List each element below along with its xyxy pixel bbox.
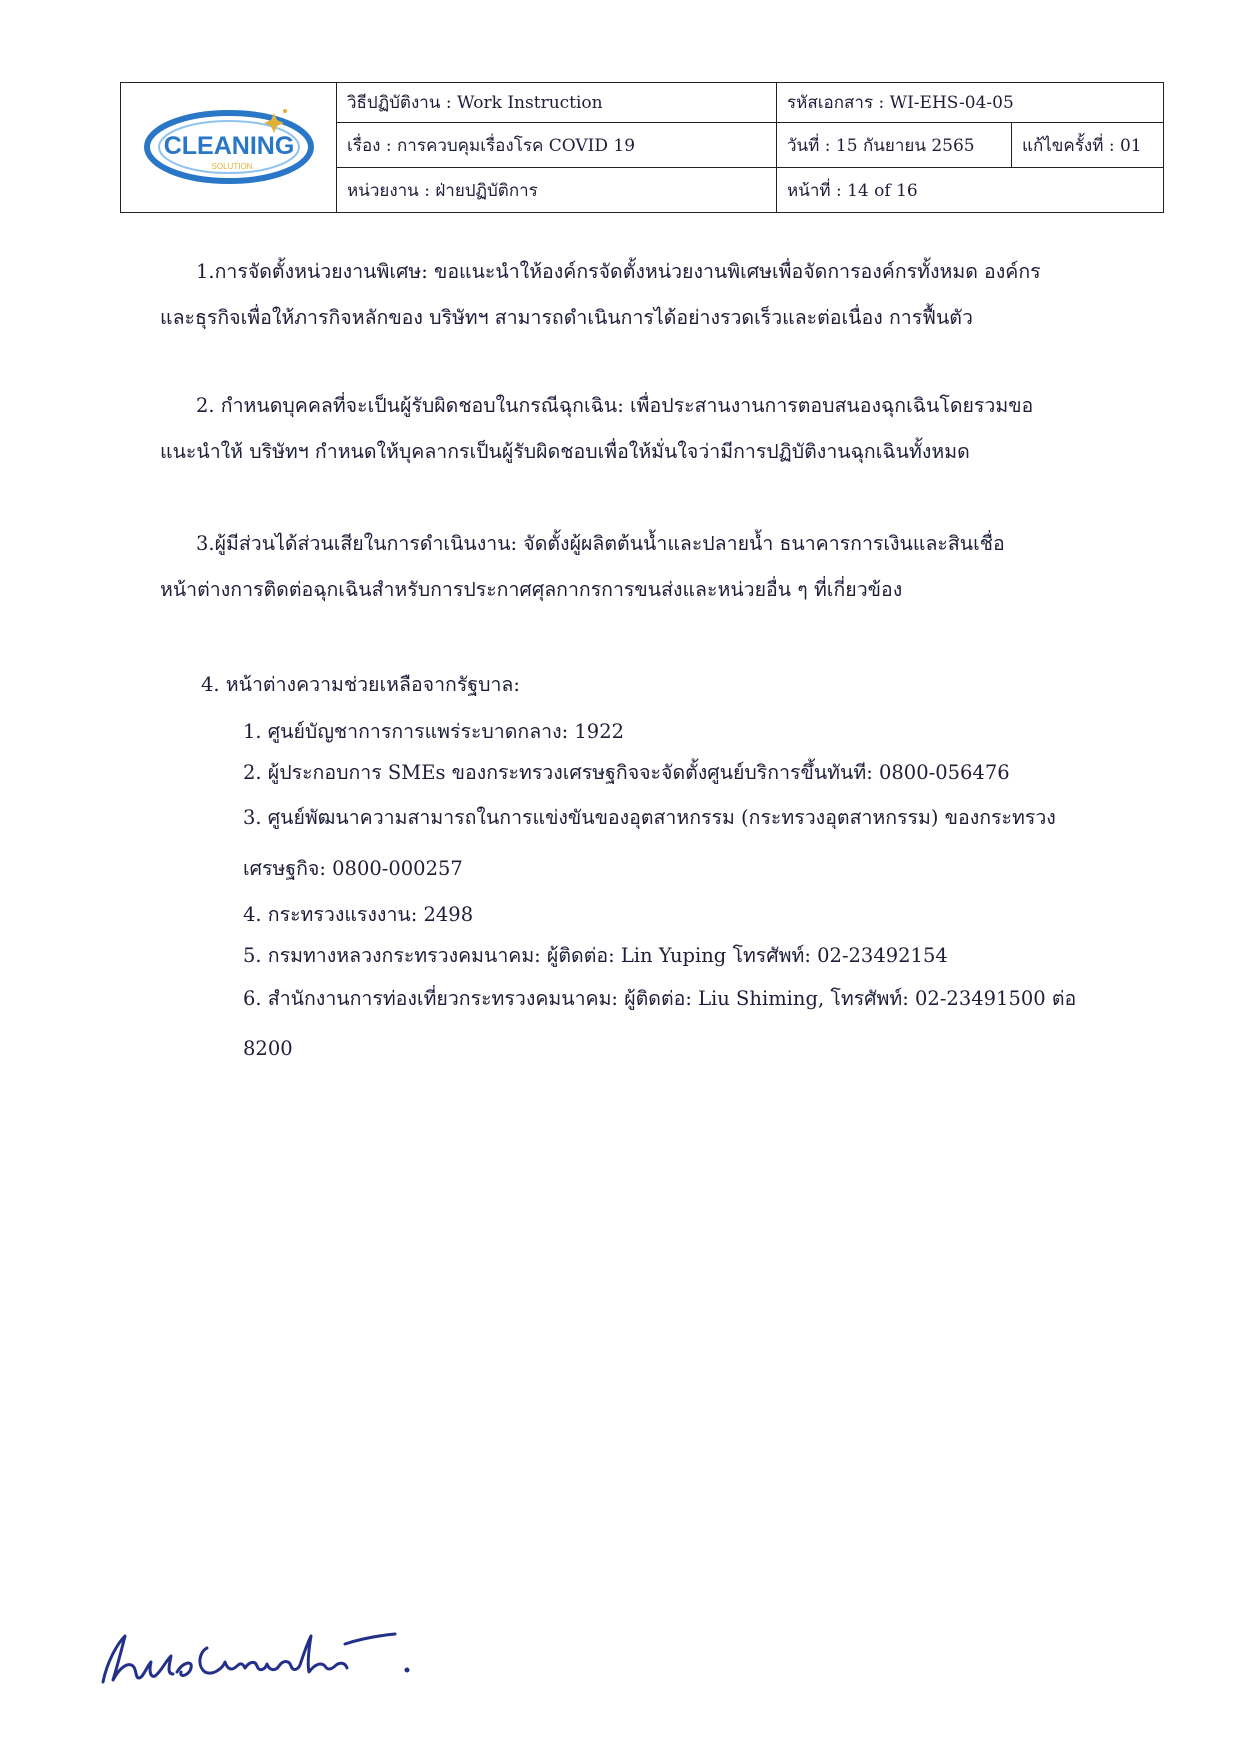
paragraph-4-title: 4. หน้าต่างความช่วยเหลือจากรัฐบาล: bbox=[201, 673, 520, 696]
date-cell: วันที่ : 15 กันยายน 2565 bbox=[777, 123, 1012, 168]
doc-code-cell: รหัสเอกสาร : WI-EHS-04-05 bbox=[777, 83, 1164, 123]
company-logo bbox=[121, 83, 337, 213]
contact-list-item: 1. ศูนย์บัญชาการการแพร่ระบาดกลาง: 1922 bbox=[243, 720, 625, 743]
paragraph-1-line-2: และธุรกิจเพื่อให้ภารกิจหลักของ บริษัทฯ สามารถดำเนินการได้อย่างรวดเร็วและต่อเนื่อง การฟื้นตัว bbox=[160, 306, 973, 329]
logo-subtext: SOLUTION bbox=[211, 162, 252, 171]
document-header-table bbox=[120, 82, 1164, 213]
paragraph-1-line-1: 1.การจัดตั้งหน่วยงานพิเศษ: ขอแนะนำให้องค์กรจัดตั้งหน่วยงานพิเศษเพื่อจัดการองค์กรทั้งหมด องค์กร bbox=[196, 260, 1041, 283]
page-number-cell: หน้าที่ : 14 of 16 bbox=[777, 168, 1164, 213]
paragraph-3-line-1: 3.ผู้มีส่วนได้ส่วนเสียในการดำเนินงาน: จัดตั้งผู้ผลิตต้นน้ำและปลายน้ำ ธนาคารการเงินและสินเชื่อ bbox=[196, 532, 1005, 555]
logo-text: CLEANING bbox=[163, 132, 294, 160]
procedure-cell: วิธีปฏิบัติงาน : Work Instruction bbox=[337, 83, 777, 123]
subject-cell: เรื่อง : การควบคุมเรื่องโรค COVID 19 bbox=[337, 123, 777, 168]
handwritten-signature bbox=[95, 1622, 415, 1692]
contact-list-item: 5. กรมทางหลวงกระทรวงคมนาคม: ผู้ติดต่อ: Lin Yuping โทรศัพท์: 02-23492154 bbox=[243, 944, 948, 967]
contact-list-item: 6. สำนักงานการท่องเที่ยวกระทรวงคมนาคม: ผู้ติดต่อ: Liu Shiming, โทรศัพท์: 02-23491500 ต่อ bbox=[243, 987, 1077, 1010]
contact-list-item: 3. ศูนย์พัฒนาความสามารถในการแข่งขันของอุตสาหกรรม (กระทรวงอุตสาหกรรม) ของกระทรวง bbox=[243, 806, 1056, 829]
cleaning-logo-icon bbox=[134, 95, 324, 195]
contact-list-item: 4. กระทรวงแรงงาน: 2498 bbox=[243, 903, 474, 926]
contact-list-item: 2. ผู้ประกอบการ SMEs ของกระทรวงเศรษฐกิจจะจัดตั้งศูนย์บริการขึ้นทันที: 0800-056476 bbox=[243, 761, 1010, 784]
paragraph-3-line-2: หน้าต่างการติดต่อฉุกเฉินสำหรับการประกาศศุลกากรการขนส่งและหน่วยอื่น ๆ ที่เกี่ยวข้อง bbox=[160, 578, 903, 601]
revision-cell: แก้ไขครั้งที่ : 01 bbox=[1012, 123, 1164, 168]
paragraph-2-line-2: แนะนำให้ บริษัทฯ กำหนดให้บุคลากรเป็นผู้รับผิดชอบเพื่อให้มั่นใจว่ามีการปฏิบัติงานฉุกเฉินทั้งหมด bbox=[160, 440, 970, 463]
paragraph-2-line-1: 2. กำหนดบุคคลที่จะเป็นผู้รับผิดชอบในกรณีฉุกเฉิน: เพื่อประสานงานการตอบสนองฉุกเฉินโดยรวมขอ bbox=[196, 394, 1034, 417]
contact-list-item: เศรษฐกิจ: 0800-000257 bbox=[243, 857, 463, 880]
contact-list-item: 8200 bbox=[243, 1037, 293, 1060]
department-cell: หน่วยงาน : ฝ่ายปฏิบัติการ bbox=[337, 168, 777, 213]
